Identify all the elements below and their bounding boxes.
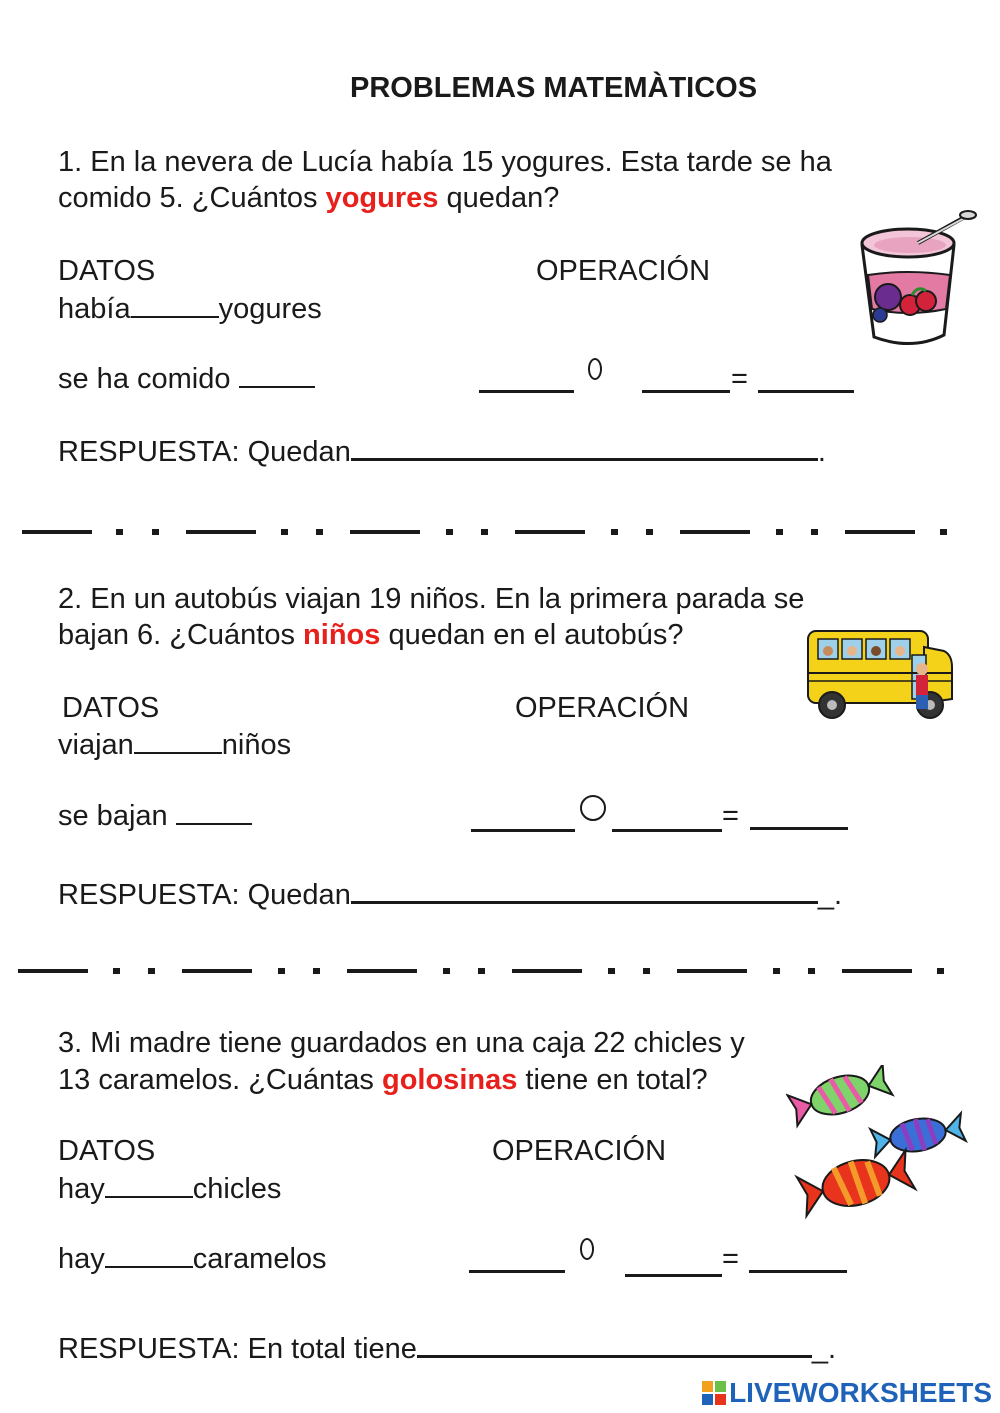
problem-2-dato-1-blank[interactable] bbox=[134, 730, 222, 754]
problem-3-result-blank[interactable] bbox=[749, 1270, 847, 1273]
liveworksheets-brand bbox=[702, 1377, 992, 1409]
problem-2-operand-2-blank[interactable] bbox=[612, 829, 722, 832]
problem-3-statement-line-2: 13 caramelos. ¿Cuántas golosinas tiene en total? bbox=[58, 1064, 708, 1096]
problem-1-equals: = bbox=[731, 363, 748, 395]
problem-2-operacion-label: OPERACIÓN bbox=[515, 692, 690, 724]
problem-2-dato-2-blank[interactable] bbox=[176, 801, 252, 825]
problem-3-respuesta: RESPUESTA: En total tiene _. bbox=[58, 1333, 837, 1365]
liveworksheets-brand-text: LIVEWORKSHEETS bbox=[729, 1377, 992, 1408]
problem-2-keyword: niños bbox=[303, 619, 381, 651]
problem-2-datos-label: DATOS bbox=[62, 692, 160, 724]
problem-1-operacion-label: OPERACIÓN bbox=[536, 255, 711, 287]
problem-3-operacion-label: OPERACIÓN bbox=[492, 1135, 667, 1167]
candies-icon bbox=[786, 1065, 968, 1225]
problem-2-answer-blank[interactable] bbox=[351, 879, 818, 904]
problem-3-operator-circle[interactable] bbox=[580, 1238, 594, 1260]
problem-1-dato-2: se ha comido bbox=[58, 363, 315, 396]
problem-3-answer-blank[interactable] bbox=[417, 1333, 812, 1358]
problem-1-operand-2-blank[interactable] bbox=[642, 390, 730, 393]
problem-3-keyword: golosinas bbox=[381, 1064, 518, 1096]
problem-3-equals: = bbox=[722, 1243, 739, 1275]
problem-3-datos-label: DATOS bbox=[58, 1135, 156, 1167]
problem-1-answer-blank[interactable] bbox=[351, 436, 818, 461]
problem-3-operand-2-blank[interactable] bbox=[625, 1274, 722, 1277]
school-bus-icon bbox=[804, 625, 956, 725]
problem-1-respuesta: RESPUESTA: Quedan . bbox=[58, 436, 826, 468]
problem-1-statement-line-2: comido 5. ¿Cuántos yogures quedan? bbox=[58, 182, 560, 214]
problem-2-statement-line-2: bajan 6. ¿Cuántos niños quedan en el autobús? bbox=[58, 619, 684, 651]
separator-2 bbox=[0, 966, 1000, 976]
problem-2-dato-2: se bajan bbox=[58, 800, 252, 833]
problem-1-statement-line-1: 1. En la nevera de Lucía había 15 yogures. Esta tarde se ha bbox=[58, 146, 832, 178]
separator-1 bbox=[0, 527, 1000, 537]
problem-1-dato-2-blank[interactable] bbox=[239, 364, 315, 388]
problem-2-statement-line-1: 2. En un autobús viajan 19 niños. En la primera parada se bbox=[58, 583, 805, 615]
page-title: PROBLEMAS MATEMÀTICOS bbox=[350, 72, 758, 104]
problem-1-result-blank[interactable] bbox=[758, 390, 854, 393]
problem-3-dato-1: hay chicles bbox=[58, 1173, 282, 1205]
problem-1-dato-1-blank[interactable] bbox=[131, 294, 219, 318]
problem-2-equals: = bbox=[722, 800, 739, 832]
problem-1-dato-1: había yogures bbox=[58, 293, 322, 325]
problem-2-dato-1: viajan niños bbox=[58, 729, 292, 761]
problem-1-operand-1-blank[interactable] bbox=[479, 390, 574, 393]
yogurt-icon bbox=[852, 205, 977, 355]
problem-3-dato-2-blank[interactable] bbox=[105, 1244, 193, 1268]
problem-3-operand-1-blank[interactable] bbox=[469, 1270, 565, 1273]
problem-2-operand-1-blank[interactable] bbox=[471, 829, 575, 832]
liveworksheets-logo-icon bbox=[702, 1381, 726, 1405]
problem-3-dato-1-blank[interactable] bbox=[105, 1174, 193, 1198]
problem-1-datos-label: DATOS bbox=[58, 255, 156, 287]
problem-3-statement-line-1: 3. Mi madre tiene guardados en una caja 22 chicles y bbox=[58, 1027, 745, 1059]
problem-1-operator-circle[interactable] bbox=[588, 358, 602, 380]
problem-2-respuesta: RESPUESTA: Quedan _. bbox=[58, 879, 843, 911]
problem-3-dato-2: hay caramelos bbox=[58, 1243, 327, 1275]
problem-2-result-blank[interactable] bbox=[750, 827, 848, 830]
problem-1-keyword: yogures bbox=[325, 182, 439, 214]
problem-2-operator-circle[interactable] bbox=[580, 795, 606, 821]
